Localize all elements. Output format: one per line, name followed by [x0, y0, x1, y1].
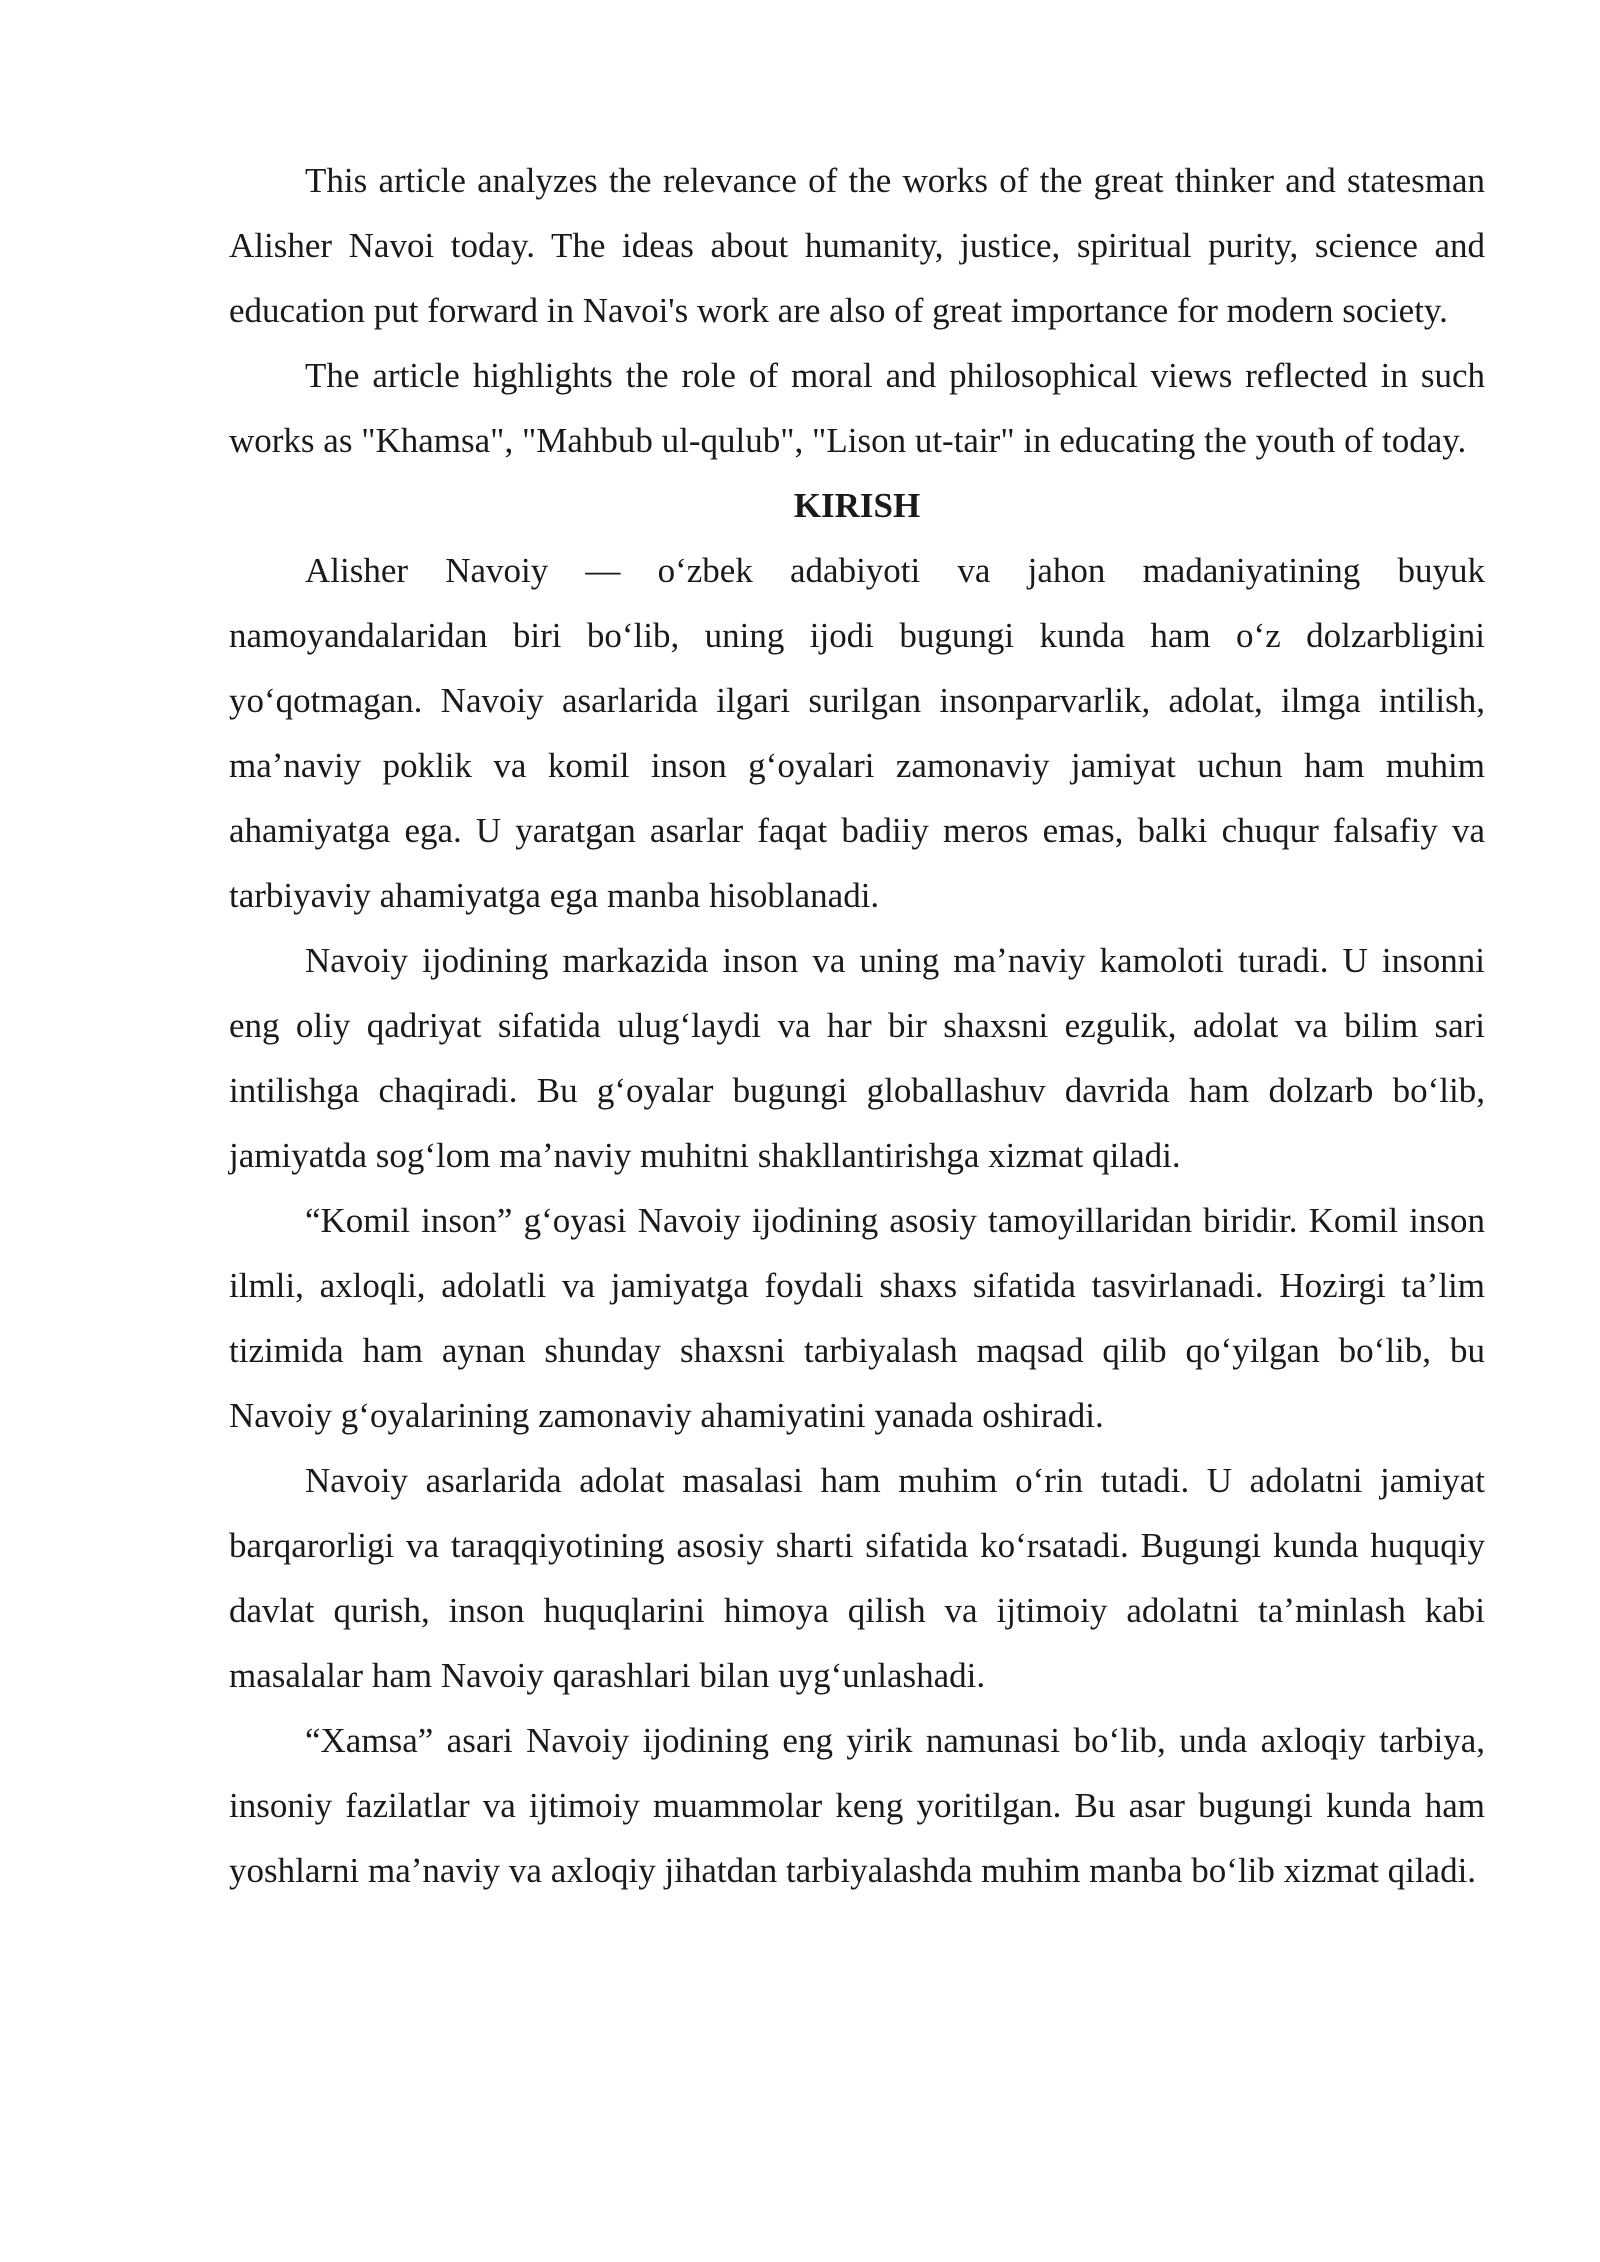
body-paragraph-2: Navoiy ijodining markazida inson va uning maʼnaviy kamoloti turadi. U insonni eng oliy qadriyat sifatida ulugʻlaydi va har bir shaxsni ezgulik, adolat va bilim sari intilishga chaqiradi. Bu gʻoyalar bugungi globallashuv davrida ham dolzarb boʻlib, jamiyatda sogʻlom maʼnaviy muhitni shakllantirishga xizmat qiladi. [229, 941, 1485, 1175]
body-paragraph-4: Navoiy asarlarida adolat masalasi ham muhim oʻrin tutadi. U adolatni jamiyat barqarorligi va taraqqiyotining asosiy sharti sifatida koʻrsatadi. Bugungi kunda huquqiy davlat qurish, inson huquqlarini himoya qilish va ijtimoiy adolatni taʼminlash kabi masalalar ham Navoiy qarashlari bilan uygʻunlashadi. [229, 1461, 1485, 1695]
body-paragraph-3: “Komil inson” gʻoyasi Navoiy ijodining asosiy tamoyillaridan biridir. Komil inson ilmli, axloqli, adolatli va jamiyatga foydali shaxs sifatida tasvirlanadi. Hozirgi taʼlim tizimida ham aynan shunday shaxsni tarbiyalash maqsad qilib qoʻyilgan boʻlib, bu Navoiy gʻoyalarining zamonaviy ahamiyatini yanada oshiradi. [229, 1201, 1485, 1435]
abstract-paragraph-1: This article analyzes the relevance of the works of the great thinker and statesman Alisher Navoi today. The ideas about humanity, justice, spiritual purity, science and education put forward in Navoi's work are also of great importance for modern society. [229, 161, 1485, 330]
body-paragraph-1: Alisher Navoiy — oʻzbek adabiyoti va jahon madaniyatining buyuk namoyandalaridan biri boʻlib, uning ijodi bugungi kunda ham oʻz dolzarbligini yoʻqotmagan. Navoiy asarlarida ilgari surilgan insonparvarlik, adolat, ilmga intilish, maʼnaviy poklik va komil inson gʻoyalari zamonaviy jamiyat uchun ham muhim ahamiyatga ega. U yaratgan asarlar faqat badiiy meros emas, balki chuqur falsafiy va tarbiyaviy ahamiyatga ega manba hisoblanadi. [229, 551, 1485, 915]
section-heading: KIRISH [793, 486, 921, 525]
body-paragraph-5: “Xamsa” asari Navoiy ijodining eng yirik namunasi boʻlib, unda axloqiy tarbiya, insoniy fazilatlar va ijtimoiy muammolar keng yoritilgan. Bu asar bugungi kunda ham yoshlarni maʼnaviy va axloqiy jihatdan tarbiyalashda muhim manba boʻlib xizmat qiladi. [229, 1721, 1485, 1890]
abstract-paragraph-2: The article highlights the role of moral and philosophical views reflected in such works as "Khamsa", "Mahbub ul-qulub", "Lison ut-tair" in educating the youth of today. [229, 356, 1485, 460]
document-body [229, 148, 1485, 1903]
